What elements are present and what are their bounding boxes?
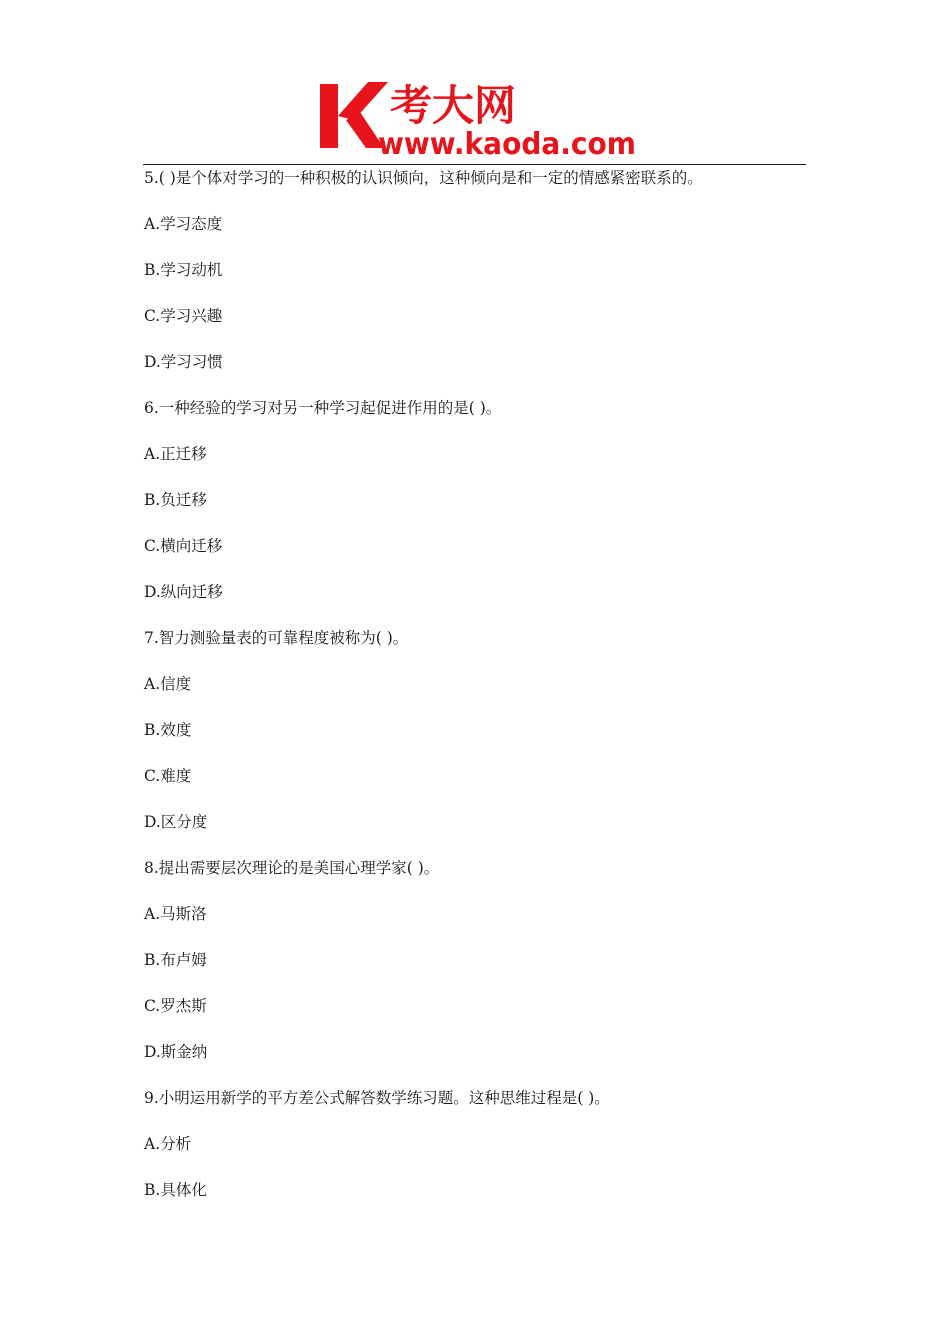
answer-option: B.学习动机 — [144, 261, 223, 279]
answer-option: C.横向迁移 — [144, 537, 223, 555]
answer-option: D.学习习惯 — [144, 353, 223, 371]
question-stem: 5.( )是个体对学习的一种积极的认识倾向，这种倾向是和一定的情感紧密联系的。 — [144, 169, 703, 187]
answer-option: B.布卢姆 — [144, 951, 207, 969]
answer-option: D.区分度 — [144, 813, 208, 831]
answer-option: D.纵向迁移 — [144, 583, 223, 601]
answer-option: A.马斯洛 — [144, 905, 207, 923]
answer-option: B.效度 — [144, 721, 192, 739]
answer-option: C.学习兴趣 — [144, 307, 223, 325]
question-stem: 7.智力测验量表的可靠程度被称为( )。 — [144, 629, 409, 647]
answer-option: A.信度 — [144, 675, 192, 693]
question-stem: 8.提出需要层次理论的是美国心理学家( )。 — [144, 859, 440, 877]
logo-url-text: www.kaoda.com — [378, 127, 636, 160]
answer-option: C.罗杰斯 — [144, 997, 207, 1015]
answer-option: B.具体化 — [144, 1181, 207, 1199]
kaoda-logo — [318, 76, 638, 160]
logo-brand-text: 考大网 — [390, 81, 517, 130]
question-stem: 9.小明运用新学的平方差公式解答数学练习题。这种思维过程是( )。 — [144, 1089, 610, 1107]
answer-option: B.负迁移 — [144, 491, 207, 509]
question-stem: 6.一种经验的学习对另一种学习起促进作用的是( )。 — [144, 399, 502, 417]
answer-option: C.难度 — [144, 767, 192, 785]
page-header — [0, 0, 950, 165]
question-list — [144, 167, 806, 1225]
answer-option: D.斯金纳 — [144, 1043, 208, 1061]
answer-option: A.分析 — [144, 1135, 192, 1153]
answer-option: A.正迁移 — [144, 445, 207, 463]
answer-option: A.学习态度 — [144, 215, 223, 233]
header-divider — [143, 164, 806, 165]
